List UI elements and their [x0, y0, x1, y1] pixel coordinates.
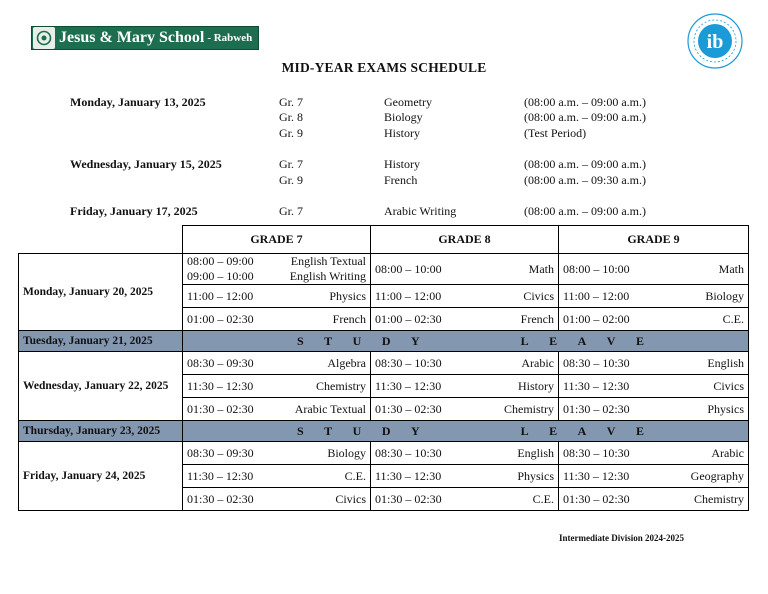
study-leave-letter: T	[324, 333, 333, 348]
study-leave-letter: U	[352, 333, 362, 348]
exam-subject: English	[707, 355, 744, 370]
exam-time: 08:30 – 09:30	[187, 355, 254, 370]
exam-time: 01:30 – 02:30	[375, 401, 442, 416]
pre-subject: Geometry	[384, 95, 432, 109]
pre-grade: Gr. 7	[279, 204, 303, 218]
exam-time: 08:00 – 10:00	[563, 261, 630, 276]
exam-subject: Civics	[523, 288, 554, 303]
study-leave-letter: V	[606, 333, 616, 348]
exam-time: 01:30 – 02:30	[563, 491, 630, 506]
exam-time: 01:00 – 02:00	[563, 311, 630, 326]
exam-time: 11:30 – 12:30	[563, 378, 630, 393]
school-emblem-icon	[33, 27, 55, 49]
exam-time: 08:30 – 10:30	[375, 355, 442, 370]
header-grade-8: GRADE 8	[371, 226, 559, 254]
exam-cell	[559, 488, 749, 511]
exam-cell	[559, 254, 749, 285]
study-leave-letter: V	[606, 423, 616, 438]
exam-cell	[371, 465, 559, 488]
study-leave-letter: E	[549, 333, 558, 348]
exam-time: 08:30 – 10:30	[563, 355, 630, 370]
exam-time: 08:30 – 09:30	[187, 445, 254, 460]
day-label: Wednesday, January 22, 2025	[19, 352, 183, 421]
exam-subject: Arabic	[521, 355, 554, 370]
exam-subject: English Textual	[290, 254, 366, 268]
pre-time: (08:00 a.m. – 09:00 a.m.)	[524, 204, 646, 218]
pre-entry	[0, 110, 768, 126]
pre-subject: Arabic Writing	[384, 204, 457, 218]
school-location: - Rabweh	[207, 32, 253, 44]
pre-grade: Gr. 9	[279, 173, 303, 187]
exam-time: 11:00 – 12:00	[187, 288, 254, 303]
header-grade-9: GRADE 9	[559, 226, 749, 254]
exam-time: 11:30 – 12:30	[187, 378, 254, 393]
table-row	[19, 254, 749, 285]
exam-cell	[371, 352, 559, 375]
exam-time: 11:00 – 12:00	[563, 288, 630, 303]
exam-subject: Civics	[335, 491, 366, 506]
pre-date: Monday, January 13, 2025	[70, 95, 206, 109]
exam-time: 08:30 – 10:30	[563, 445, 630, 460]
pre-entry	[0, 157, 768, 173]
exam-subject: Chemistry	[316, 378, 366, 393]
pre-entry	[0, 204, 768, 220]
pre-grade: Gr. 9	[279, 126, 303, 140]
exam-cell	[371, 254, 559, 285]
school-name: Jesus & Mary School	[59, 29, 205, 46]
pre-grade: Gr. 8	[279, 110, 303, 124]
exam-subject: English Writing	[289, 269, 366, 283]
exam-cell	[559, 465, 749, 488]
exam-subject: Algebra	[327, 355, 366, 370]
exam-cell	[183, 254, 371, 285]
exam-cell	[371, 375, 559, 398]
pre-time: (08:00 a.m. – 09:30 a.m.)	[524, 173, 646, 187]
exam-subject: Chemistry	[694, 491, 744, 506]
study-leave-band	[183, 331, 749, 352]
pre-time: (08:00 a.m. – 09:00 a.m.)	[524, 157, 646, 171]
exam-time: 08:00 – 09:00	[187, 254, 254, 268]
exam-subject: Math	[528, 261, 554, 276]
exam-time: 01:30 – 02:30	[187, 401, 254, 416]
exam-subject: Physics	[707, 401, 744, 416]
exam-time: 01:00 – 02:30	[375, 311, 442, 326]
exam-cell	[559, 352, 749, 375]
ib-mark-text: ib	[706, 31, 724, 53]
exam-cell	[183, 398, 371, 421]
study-leave-letter: A	[577, 423, 587, 438]
exam-cell	[183, 375, 371, 398]
exam-cell	[371, 398, 559, 421]
exam-time: 01:30 – 02:30	[375, 491, 442, 506]
pre-entry	[0, 126, 768, 142]
pre-subject: Biology	[384, 110, 423, 124]
exam-subject: Arabic	[711, 445, 744, 460]
pre-entry	[0, 95, 768, 111]
header-grade-7: GRADE 7	[183, 226, 371, 254]
exam-cell	[371, 442, 559, 465]
exam-subject: Biology	[327, 445, 366, 460]
exam-subject: Physics	[329, 288, 366, 303]
day-label: Tuesday, January 21, 2025	[19, 331, 183, 352]
study-leave-letter: E	[635, 333, 644, 348]
study-leave-letter: D	[381, 423, 391, 438]
study-leave-row	[19, 421, 749, 442]
exam-subject: C.E.	[344, 468, 366, 483]
pre-date: Friday, January 17, 2025	[70, 204, 198, 218]
study-leave-letter: T	[324, 423, 333, 438]
exam-subject: Math	[718, 261, 744, 276]
exam-time: 11:30 – 12:30	[187, 468, 254, 483]
study-leave-letter: A	[577, 333, 587, 348]
exam-time: 11:00 – 12:00	[375, 288, 442, 303]
pre-subject: French	[384, 173, 418, 187]
table-row	[19, 442, 749, 465]
pre-time: (Test Period)	[524, 126, 587, 140]
table-row	[19, 352, 749, 375]
exam-subject: English	[517, 445, 554, 460]
exam-subject: French	[332, 311, 366, 326]
study-leave-letter: L	[520, 423, 529, 438]
table-header-row	[19, 226, 749, 254]
study-leave-letter: L	[520, 333, 529, 348]
exam-time: 11:30 – 12:30	[375, 468, 442, 483]
exam-cell	[183, 442, 371, 465]
exam-cell	[371, 285, 559, 308]
header-blank	[19, 226, 183, 254]
exam-subject: Physics	[517, 468, 554, 483]
study-leave-letter: Y	[410, 423, 420, 438]
day-label: Friday, January 24, 2025	[19, 442, 183, 511]
exam-time: 08:00 – 10:00	[375, 261, 442, 276]
school-logo	[31, 26, 259, 50]
division-footer: Intermediate Division 2024-2025	[559, 533, 684, 543]
pre-entry	[0, 173, 768, 189]
exam-time: 01:30 – 02:30	[563, 401, 630, 416]
study-leave-row	[19, 331, 749, 352]
pre-grade: Gr. 7	[279, 95, 303, 109]
exam-cell	[183, 488, 371, 511]
exam-time: 11:30 – 12:30	[375, 378, 442, 393]
study-leave-letter: E	[549, 423, 558, 438]
exam-subject: History	[518, 378, 554, 393]
exam-time: 01:30 – 02:30	[187, 491, 254, 506]
pre-subject: History	[384, 157, 420, 171]
exam-cell	[559, 375, 749, 398]
exam-cell	[371, 488, 559, 511]
exam-time: 09:00 – 10:00	[187, 269, 254, 283]
pre-date: Wednesday, January 15, 2025	[70, 157, 222, 171]
study-leave-band	[183, 421, 749, 442]
exam-cell	[183, 285, 371, 308]
exam-subject: Arabic Textual	[294, 401, 366, 416]
exam-cell	[183, 308, 371, 331]
exam-time: 01:00 – 02:30	[187, 311, 254, 326]
exam-subject: Biology	[705, 288, 744, 303]
pre-time: (08:00 a.m. – 09:00 a.m.)	[524, 110, 646, 124]
exam-schedule-table	[18, 225, 749, 511]
study-leave-letter: D	[381, 333, 391, 348]
exam-cell	[183, 465, 371, 488]
exam-cell	[559, 285, 749, 308]
exam-cell	[559, 442, 749, 465]
study-leave-letter: Y	[410, 333, 420, 348]
pre-subject: History	[384, 126, 420, 140]
exam-cell	[371, 308, 559, 331]
exam-cell	[559, 398, 749, 421]
exam-subject: Geography	[690, 468, 744, 483]
exam-cell	[559, 308, 749, 331]
pre-grade: Gr. 7	[279, 157, 303, 171]
exam-subject: C.E.	[532, 491, 554, 506]
study-leave-letter: S	[297, 423, 304, 438]
exam-subject: Civics	[713, 378, 744, 393]
exam-time: 11:30 – 12:30	[563, 468, 630, 483]
exam-subject: French	[520, 311, 554, 326]
study-leave-letter: U	[352, 423, 362, 438]
exam-time: 08:30 – 10:30	[375, 445, 442, 460]
study-leave-letter: S	[297, 333, 304, 348]
exam-cell	[183, 352, 371, 375]
study-leave-letter: E	[635, 423, 644, 438]
day-label: Thursday, January 23, 2025	[19, 421, 183, 442]
page-title: MID-YEAR EXAMS SCHEDULE	[281, 60, 487, 75]
day-label: Monday, January 20, 2025	[19, 254, 183, 331]
pre-time: (08:00 a.m. – 09:00 a.m.)	[524, 95, 646, 109]
exam-subject: Chemistry	[504, 401, 554, 416]
exam-subject: C.E.	[722, 311, 744, 326]
